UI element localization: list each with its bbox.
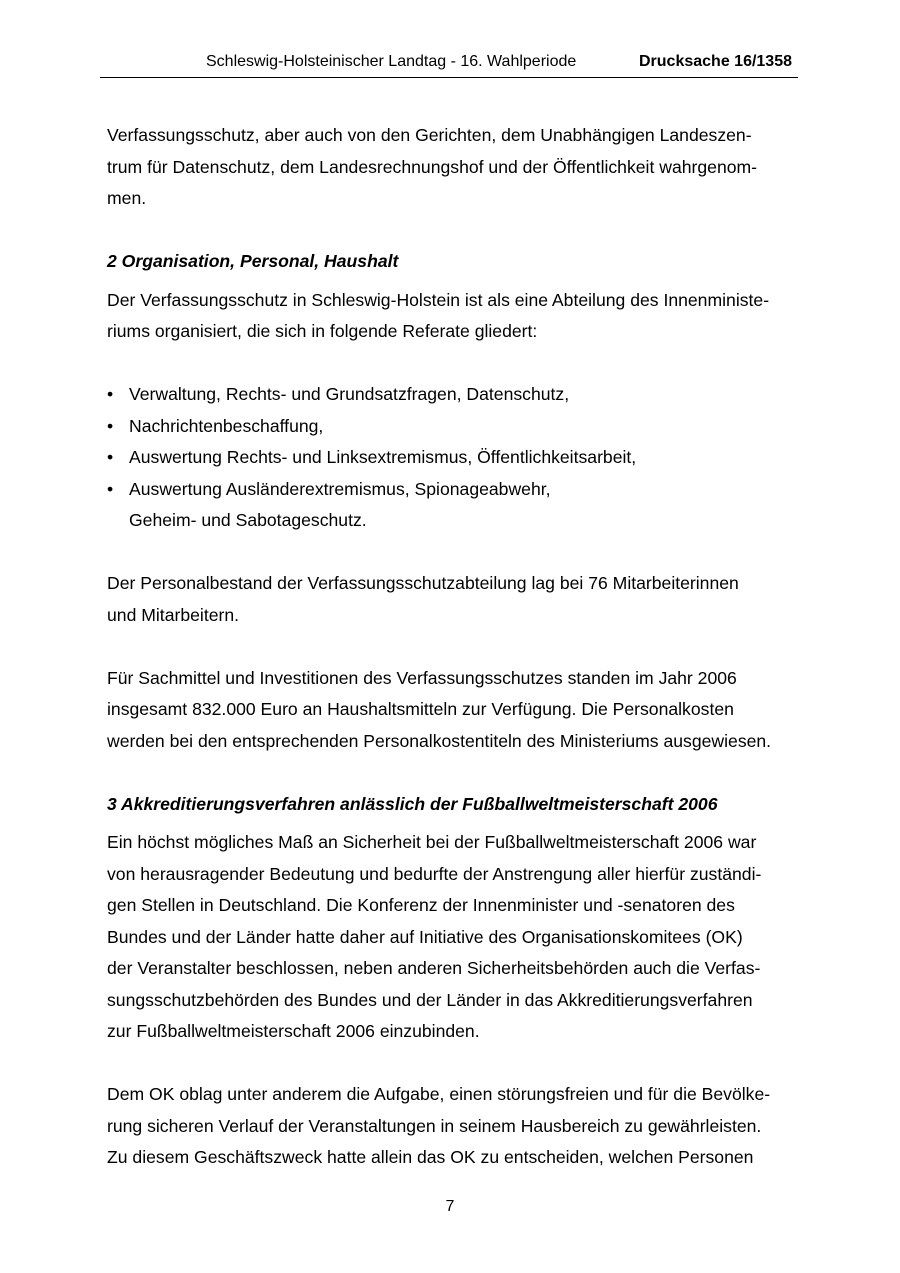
list-item [107, 474, 797, 537]
paragraph-world-cup [107, 827, 797, 1048]
text-line: werden bei den entsprechenden Personalkostentiteln des Ministeriums ausgewiesen. [107, 730, 772, 751]
list-item-text: Geheim- und Sabotageschutz. [129, 510, 367, 530]
bullet-icon: • [107, 415, 114, 436]
list-item [107, 442, 797, 474]
bullet-icon: • [107, 384, 114, 404]
text-line: insgesamt 832.000 Euro an Haushaltsmitteln zur Verfügung. Die Personalkosten [107, 699, 734, 719]
text-line: Dem OK oblag unter anderem die Aufgabe, einen störungsfreien und für die Bevölke- [107, 1084, 771, 1104]
header-title: Schleswig-Holsteinischer Landtag - 16. Wahlperiode [206, 53, 577, 70]
list-item-text: Nachrichtenbeschaffung, [129, 415, 324, 436]
text-line: Zu diesem Geschäftszweck hatte allein das OK zu entscheiden, welchen Personen [107, 1147, 754, 1167]
page-header [100, 50, 798, 78]
text-line: Der Personalbestand der Verfassungsschutzabteilung lag bei 76 Mitarbeiterinnen [107, 573, 739, 593]
list-item-text: Auswertung Rechts- und Linksextremismus, Öffentlichkeitsarbeit, [129, 447, 637, 467]
list-item [107, 411, 797, 443]
page-number: 7 [445, 1198, 455, 1215]
text-line: riums organisiert, die sich in folgende Referate gliedert: [107, 321, 538, 341]
text-line: zur Fußballweltmeisterschaft 2006 einzubinden. [107, 1021, 480, 1041]
text-line: Verfassungsschutz, aber auch von den Gerichten, dem Unabhängigen Landeszen- [107, 125, 752, 145]
department-list [107, 379, 797, 537]
section-heading-2: 2 Organisation, Personal, Haushalt [107, 251, 399, 271]
text-line: Bundes und der Länder hatte daher auf Initiative des Organisationskomitees (OK) [107, 926, 743, 947]
text-line: von herausragender Bedeutung und bedurfte der Anstrengung aller hierfür zuständi- [107, 863, 762, 884]
document-number: Drucksache 16/1358 [639, 53, 792, 70]
text-line: rung sicheren Verlauf der Veranstaltungen in seinem Hausbereich zu gewährleisten. [107, 1115, 762, 1136]
paragraph-ok [107, 1079, 797, 1174]
page-content [107, 120, 797, 1174]
paragraph-intro [107, 120, 797, 215]
list-item-text: Auswertung Ausländerextremismus, Spionageabwehr, [129, 478, 551, 499]
paragraph-budget [107, 663, 797, 758]
text-line: Für Sachmittel und Investitionen des Verfassungsschutzes standen im Jahr 2006 [107, 667, 737, 688]
text-line: men. [107, 188, 147, 208]
text-line: Der Verfassungsschutz in Schleswig-Holstein ist als eine Abteilung des Innenministe- [107, 289, 770, 310]
list-item-text: Verwaltung, Rechts- und Grundsatzfragen, Datenschutz, [129, 384, 570, 404]
paragraph-organisation [107, 285, 797, 348]
bullet-icon: • [107, 478, 114, 499]
text-line: der Veranstalter beschlossen, neben anderen Sicherheitsbehörden auch die Verfas- [107, 958, 761, 978]
section-heading-3: 3 Akkreditierungsverfahren anlässlich der Fußballweltmeisterschaft 2006 [107, 793, 718, 814]
text-line: und Mitarbeitern. [107, 604, 240, 625]
text-line: gen Stellen in Deutschland. Die Konferenz der Innenminister und -senatoren des [107, 895, 735, 915]
text-line: sungsschutzbehörden des Bundes und der Länder in das Akkreditierungsverfahren [107, 989, 753, 1010]
text-line: Ein höchst mögliches Maß an Sicherheit bei der Fußballweltmeisterschaft 2006 war [107, 832, 757, 852]
text-line: trum für Datenschutz, dem Landesrechnungshof und der Öffentlichkeit wahrgenom- [107, 156, 758, 177]
list-item [107, 379, 797, 411]
bullet-icon: • [107, 447, 114, 467]
paragraph-personnel [107, 568, 797, 631]
